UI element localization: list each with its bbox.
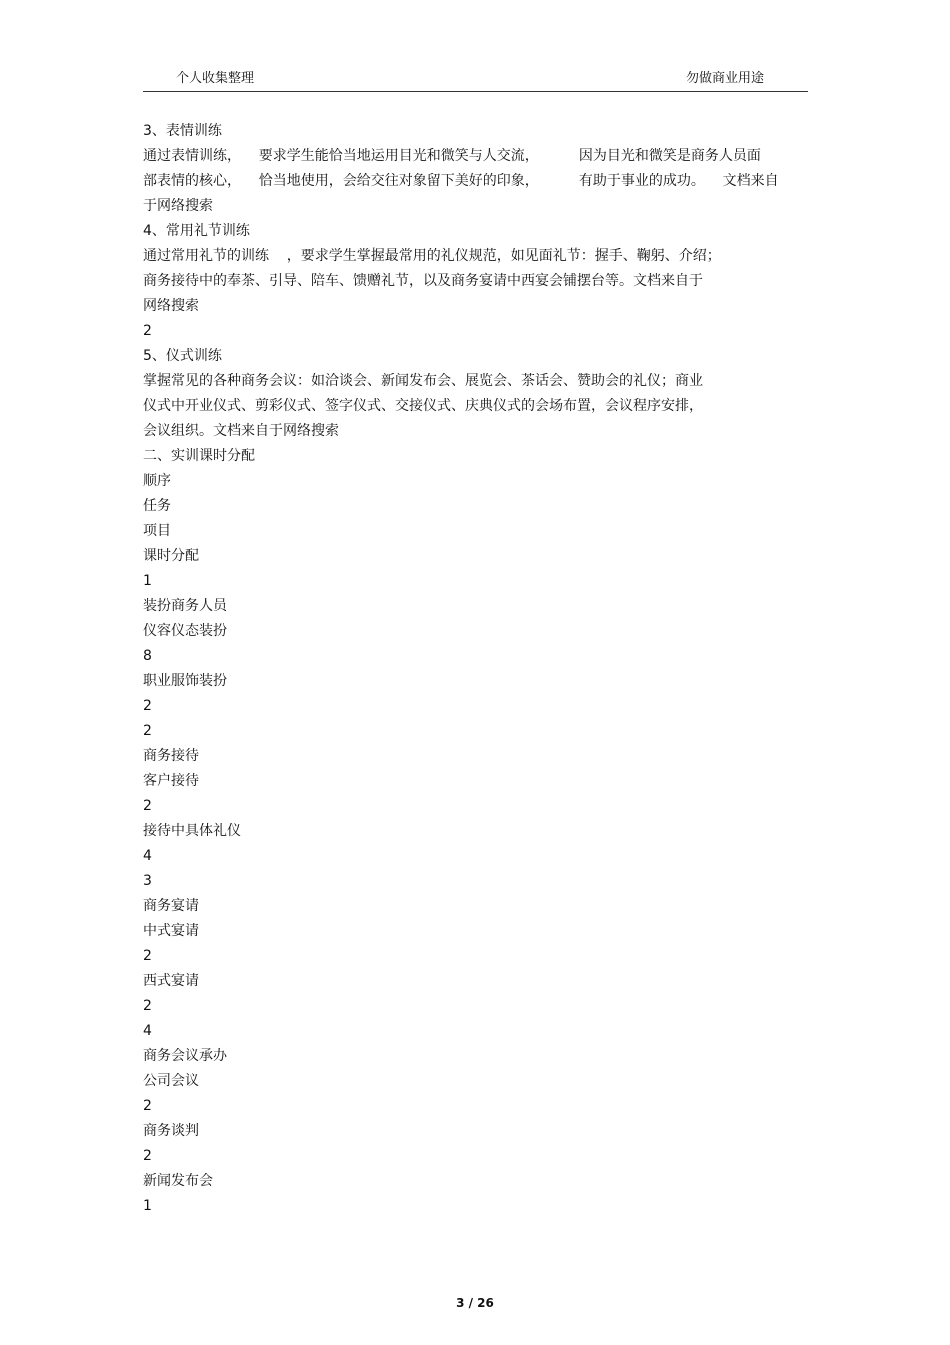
text-line: 顺序	[143, 473, 171, 489]
text-line: 掌握常见的各种商务会议：如洽谈会、新闻发布会、展览会、茶话会、赞助会的礼仪；商业	[143, 373, 703, 389]
text-line: 商务谈判	[143, 1123, 199, 1139]
text-line: 网络搜索	[143, 298, 199, 314]
text-line: 8	[143, 648, 152, 664]
text-line: 装扮商务人员	[143, 598, 227, 614]
text-line: 1	[143, 573, 152, 589]
text-line: 2	[143, 998, 152, 1014]
text-line: 商务会议承办	[143, 1048, 227, 1064]
text-line: 通过表情训练， 要求学生能恰当地运用目光和微笑与人交流， 因为目光和微笑是商务人员面	[143, 148, 761, 164]
text-line: 部表情的核心， 恰当地使用，会给交往对象留下美好的印象， 有助于事业的成功。 文档来自	[143, 173, 779, 189]
text-line: 公司会议	[143, 1073, 199, 1089]
text-line: 3、表情训练	[143, 123, 222, 139]
text-line: 中式宴请	[143, 923, 199, 939]
text-line: 仪容仪态装扮	[143, 623, 227, 639]
text-line: 于网络搜索	[143, 198, 213, 214]
text-line: 2	[143, 723, 152, 739]
text-line: 课时分配	[143, 548, 199, 564]
text-line: 4	[143, 848, 152, 864]
text-line: 西式宴请	[143, 973, 199, 989]
text-line: 通过常用礼节的训练 ，要求学生掌握最常用的礼仪规范，如见面礼节：握手、鞠躬、介绍；	[143, 248, 721, 264]
page-number: 3 / 26	[456, 1296, 494, 1310]
text-line: 3	[143, 873, 152, 889]
text-line: 任务	[143, 498, 171, 514]
header-left-text: 个人收集整理	[176, 71, 255, 86]
text-line: 2	[143, 948, 152, 964]
text-line: 2	[143, 698, 152, 714]
text-line: 新闻发布会	[143, 1173, 213, 1189]
text-line: 4、常用礼节训练	[143, 223, 250, 239]
text-line: 接待中具体礼仪	[143, 823, 241, 839]
text-line: 商务接待中的奉茶、引导、陪车、馈赠礼节，以及商务宴请中西宴会铺摆台等。文档来自于	[143, 273, 703, 289]
text-line: 5、仪式训练	[143, 348, 222, 364]
text-line: 二、实训课时分配	[143, 448, 255, 464]
text-line: 商务宴请	[143, 898, 199, 914]
text-line: 4	[143, 1023, 152, 1039]
text-line: 仪式中开业仪式、剪彩仪式、签字仪式、交接仪式、庆典仪式的会场布置，会议程序安排，	[143, 398, 703, 414]
text-line: 2	[143, 323, 152, 339]
text-line: 会议组织。文档来自于网络搜索	[143, 423, 339, 439]
text-line: 商务接待	[143, 748, 199, 764]
text-line: 2	[143, 1098, 152, 1114]
text-line: 职业服饰装扮	[143, 673, 227, 689]
text-line: 客户接待	[143, 773, 199, 789]
text-line: 项目	[143, 523, 171, 539]
text-line: 2	[143, 1148, 152, 1164]
page-header	[143, 66, 808, 92]
text-line: 2	[143, 798, 152, 814]
header-right-text: 勿做商业用途	[685, 71, 764, 86]
text-line: 1	[143, 1198, 152, 1214]
